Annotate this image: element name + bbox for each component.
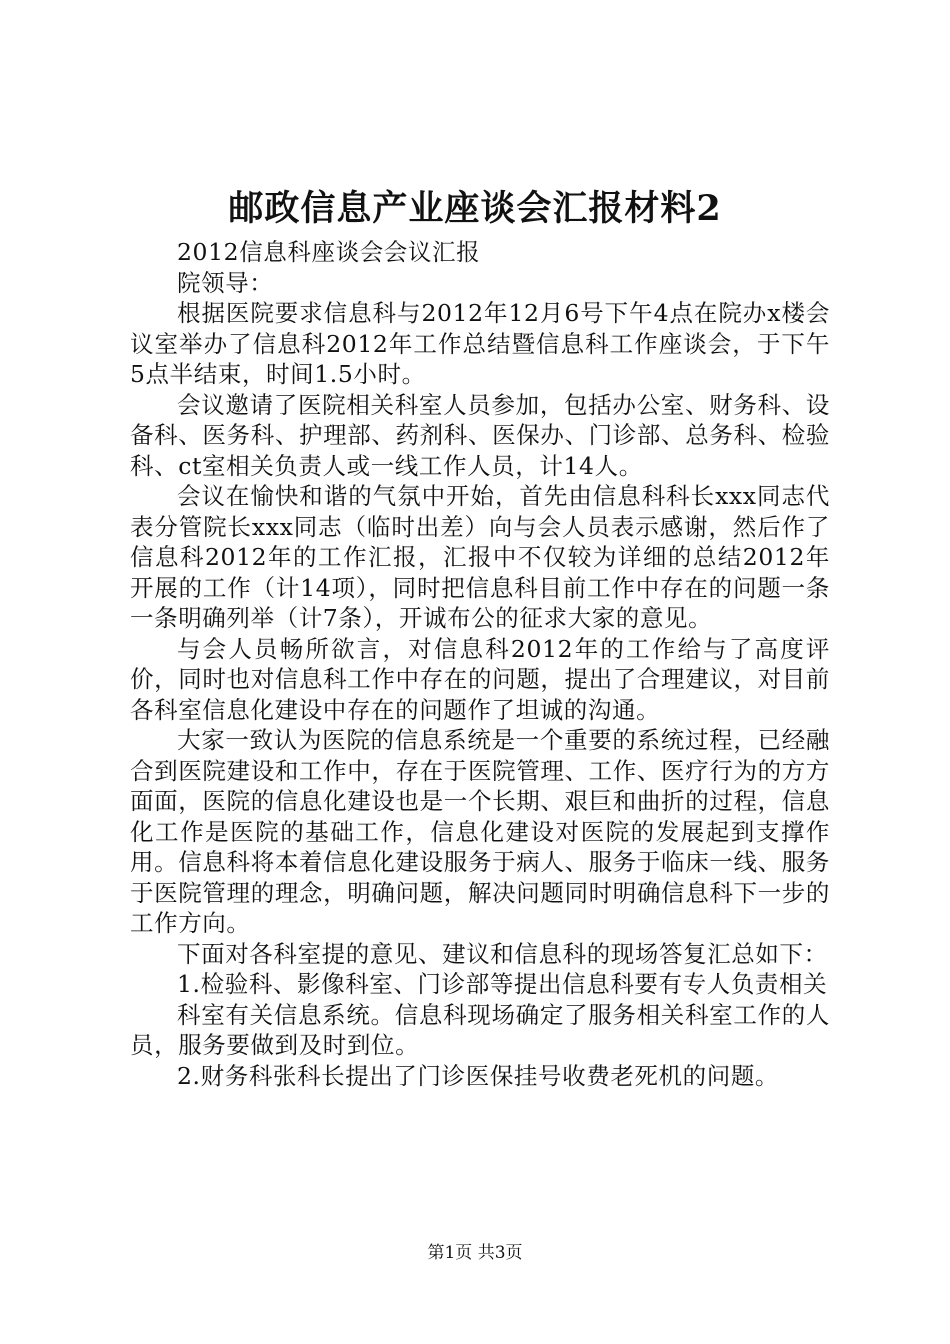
paragraph: 下面对各科室提的意见、建议和信息科的现场答复汇总如下： <box>177 939 828 968</box>
document-body <box>130 237 830 1091</box>
document-title: 邮政信息产业座谈会汇报材料2 <box>228 188 722 229</box>
paragraph-subtitle: 2012信息科座谈会会议汇报 <box>177 238 481 266</box>
paragraph: 科室有关信息系统。信息科现场确定了服务相关科室工作的人员，服务要做到及时到位。 <box>130 1000 830 1059</box>
paragraph-salutation: 院领导： <box>177 268 274 297</box>
list-item: 2.财务科张科长提出了门诊医保挂号收费老死机的问题。 <box>177 1061 780 1090</box>
paragraph: 与会人员畅所欲言，对信息科2012年的工作给与了高度评价，同时也对信息科工作中存在的问题，提出了合理建议，对目前各科室信息化建设中存在的问题作了坦诚的沟通。 <box>130 634 830 724</box>
page-footer: 第1页 共3页 <box>427 1243 523 1263</box>
paragraph: 会议邀请了医院相关科室人员参加，包括办公室、财务科、设备科、医务科、护理部、药剂科、医保办、门诊部、总务科、检验科、ct室相关负责人或一线工作人员，计14人。 <box>130 390 830 480</box>
paragraph: 根据医院要求信息科与2012年12月6号下午4点在院办x楼会议室举办了信息科2012年工作总结暨信息科工作座谈会，于下午5点半结束，时间1.5小时。 <box>130 299 830 388</box>
paragraph: 会议在愉快和谐的气氛中开始，首先由信息科科长xxx同志代表分管院长xxx同志（临时出差）向与会人员表示感谢，然后作了信息科2012年的工作汇报，汇报中不仅较为详细的总结2012年开展的工作（计14项），同时把信息科目前工作中存在的问题一条一条明确列举（计7条），开诚布公的征求大家的意见。 <box>130 482 830 632</box>
paragraph: 大家一致认为医院的信息系统是一个重要的系统过程，已经融合到医院建设和工作中，存在于医院管理、工作、医疗行为的方方面面，医院的信息化建设也是一个长期、艰巨和曲折的过程，信息化工作是医院的基础工作，信息化建设对医院的发展起到支撑作用。信息科将本着信息化建设服务于病人、服务于临床一线、服务于医院管理的理念，明确问题，解决问题同时明确信息科下一步的工作方向。 <box>130 726 830 937</box>
list-item: 1.检验科、影像科室、门诊部等提出信息科要有专人负责相关 <box>177 970 828 998</box>
